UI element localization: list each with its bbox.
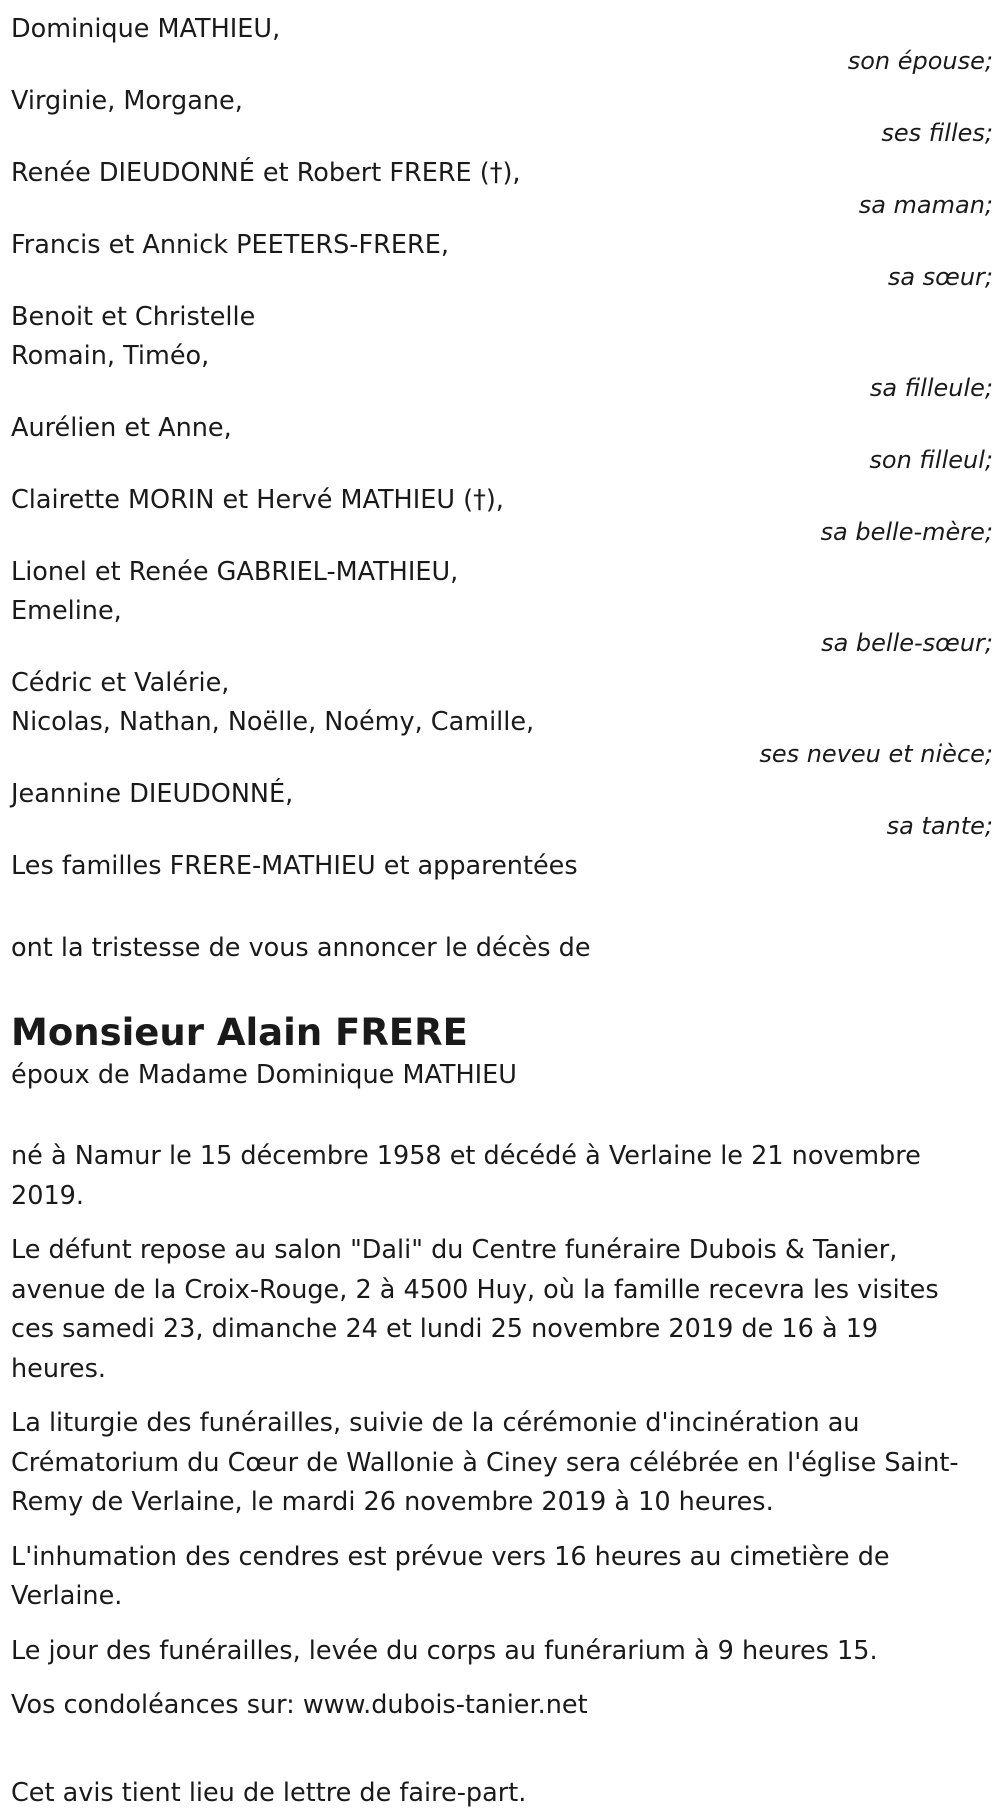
family-entry bbox=[11, 664, 993, 766]
family-names: Benoit et Christelle bbox=[11, 302, 256, 332]
family-names: Renée DIEUDONNÉ et Robert FRERE (†), bbox=[11, 158, 521, 188]
families-line: Les familles FRERE-MATHIEU et apparentées bbox=[11, 851, 578, 881]
funeral-day-paragraph: Le jour des funérailles, levée du corps au funérarium à 9 heures 15. bbox=[11, 1635, 878, 1666]
family-relation: sa tante; bbox=[886, 812, 993, 840]
family-relation: sa belle-mère; bbox=[820, 518, 993, 546]
family-relation: ses neveu et nièce; bbox=[759, 740, 993, 768]
visitation-paragraph: Le défunt repose au salon "Dali" du Centre funéraire Dubois & Tanier, avenue de la Croix-Rouge, 2 à 4500 Huy, où la famille recevra les visites ces samedi 23, dimanche 24 et lundi 25 novembre 2019 de 16 à 19 heures. bbox=[11, 1235, 939, 1384]
family-relation: son épouse; bbox=[847, 47, 993, 75]
family-relation: sa filleule; bbox=[869, 374, 993, 402]
family-names: Lionel et Renée GABRIEL-MATHIEU, bbox=[11, 557, 459, 587]
burial-paragraph: L'inhumation des cendres est prévue vers 16 heures au cimetière de Verlaine. bbox=[11, 1541, 890, 1611]
closing-note: Cet avis tient lieu de lettre de faire-part. bbox=[11, 1777, 527, 1808]
family-entry bbox=[11, 409, 993, 472]
family-relation: sa belle-sœur; bbox=[821, 629, 993, 657]
family-entry bbox=[11, 553, 993, 655]
family-entry bbox=[11, 10, 993, 73]
birth-death-paragraph: né à Namur le 15 décembre 1958 et décédé à Verlaine le 21 novembre 2019. bbox=[11, 1141, 921, 1211]
family-entry bbox=[11, 775, 993, 838]
family-names: Clairette MORIN et Hervé MATHIEU (†), bbox=[11, 485, 504, 515]
family-entry bbox=[11, 226, 993, 289]
family-relation: son filleul; bbox=[869, 446, 993, 474]
deceased-name: Monsieur Alain FRERE bbox=[11, 1011, 468, 1054]
family-names: Jeannine DIEUDONNÉ, bbox=[11, 779, 294, 809]
family-names: Dominique MATHIEU, bbox=[11, 14, 281, 44]
family-list bbox=[11, 10, 993, 886]
condolences-paragraph: Vos condoléances sur: www.dubois-tanier.net bbox=[11, 1690, 588, 1720]
family-names: Aurélien et Anne, bbox=[11, 413, 232, 443]
details bbox=[11, 1137, 990, 1726]
family-names: Francis et Annick PEETERS-FRERE, bbox=[11, 230, 449, 260]
family-names: Romain, Timéo, bbox=[11, 341, 210, 371]
family-relation: sa sœur; bbox=[887, 263, 993, 291]
family-names: Nicolas, Nathan, Noëlle, Noémy, Camille, bbox=[11, 707, 535, 737]
family-entry bbox=[11, 82, 993, 145]
family-entry bbox=[11, 298, 993, 400]
family-names: Cédric et Valérie, bbox=[11, 668, 230, 698]
family-relation: ses filles; bbox=[881, 119, 993, 147]
family-relation: sa maman; bbox=[858, 191, 993, 219]
family-entry bbox=[11, 481, 993, 544]
family-names: Virginie, Morgane, bbox=[11, 86, 243, 116]
family-entry bbox=[11, 154, 993, 217]
announcement: ont la tristesse de vous annoncer le décès de bbox=[11, 933, 591, 963]
family-names: Emeline, bbox=[11, 596, 122, 626]
spouse-line: époux de Madame Dominique MATHIEU bbox=[11, 1060, 517, 1090]
ceremony-paragraph: La liturgie des funérailles, suivie de la cérémonie d'incinération au Crématorium du Cœur de Wallonie à Ciney sera célébrée en l'église Saint-Remy de Verlaine, le mardi 26 novembre 2019 à 10 heures. bbox=[11, 1408, 959, 1517]
